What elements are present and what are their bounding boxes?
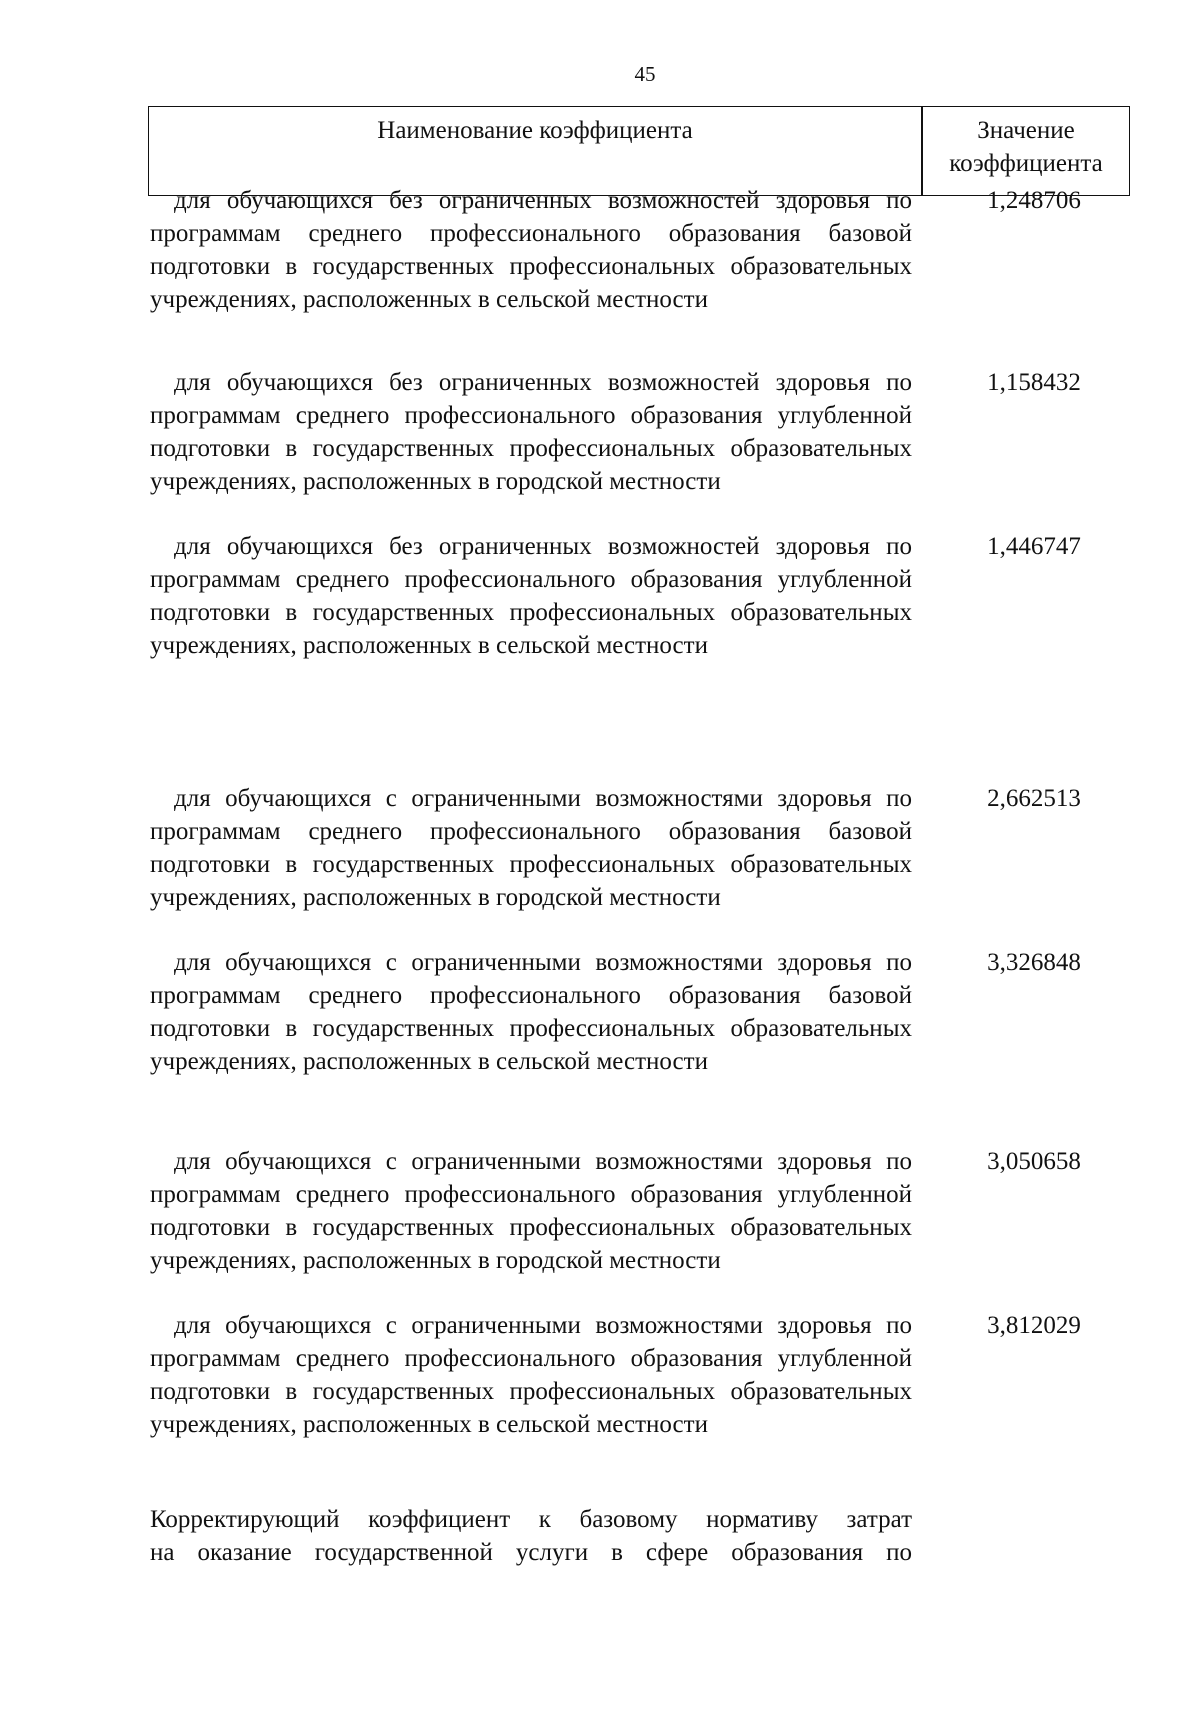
closing-line-1: Корректирующий коэффициент к базовому нормативу затрат	[150, 1506, 912, 1533]
coefficient-value: 2,662513	[987, 785, 1081, 812]
closing-paragraph	[150, 1503, 912, 1569]
table-header	[148, 106, 1130, 196]
coefficient-value: 1,248706	[987, 187, 1081, 214]
coefficient-value: 3,050658	[987, 1148, 1081, 1175]
coefficient-description: для обучающихся с ограниченными возможностями здоровья по программам среднего профессионального образования базовой подготовки в государственных профессиональных образовательных учреждениях, расположенных в сельской местности	[150, 949, 912, 1075]
coefficient-description: для обучающихся без ограниченных возможностей здоровья по программам среднего профессионального образования базовой подготовки в государственных профессиональных образовательных учреждениях, расположенных в сельской местности	[150, 187, 912, 313]
column-header-value-line1: Значение	[977, 117, 1075, 144]
column-header-value-line2: коэффициента	[949, 150, 1103, 177]
coefficient-description: для обучающихся без ограниченных возможностей здоровья по программам среднего профессионального образования углубленной подготовки в государственных профессиональных образовательных учреждениях, расположенных в городской местности	[150, 369, 912, 495]
coefficient-description: для обучающихся с ограниченными возможностями здоровья по программам среднего профессионального образования углубленной подготовки в государственных профессиональных образовательных учреждениях, расположенных в городской местности	[150, 1148, 912, 1274]
coefficient-value: 1,446747	[987, 533, 1081, 560]
coefficient-description: для обучающихся с ограниченными возможностями здоровья по программам среднего профессионального образования углубленной подготовки в государственных профессиональных образовательных учреждениях, расположенных в сельской местности	[150, 1312, 912, 1438]
coefficient-description: для обучающихся без ограниченных возможностей здоровья по программам среднего профессионального образования углубленной подготовки в государственных профессиональных образовательных учреждениях, расположенных в сельской местности	[150, 533, 912, 659]
coefficient-value: 1,158432	[987, 369, 1081, 396]
column-header-name: Наименование коэффициента	[377, 117, 693, 144]
coefficient-value: 3,812029	[987, 1312, 1081, 1339]
coefficient-value: 3,326848	[987, 949, 1081, 976]
column-header-value	[923, 114, 1129, 180]
closing-line-2: на оказание государственной услуги в сфере образования по	[150, 1539, 912, 1566]
coefficient-description: для обучающихся с ограниченными возможностями здоровья по программам среднего профессионального образования базовой подготовки в государственных профессиональных образовательных учреждениях, расположенных в городской местности	[150, 785, 912, 911]
page-number: 45	[634, 62, 656, 86]
